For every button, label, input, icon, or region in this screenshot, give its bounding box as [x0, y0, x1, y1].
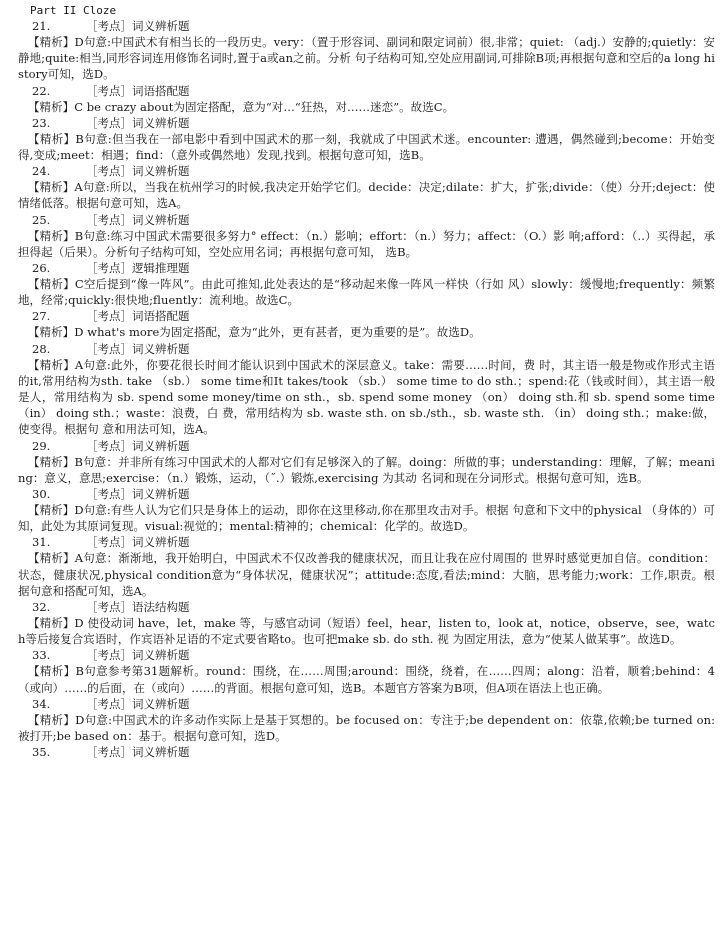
question-item	[18, 308, 715, 340]
question-number: 27.	[32, 309, 51, 324]
question-header	[18, 599, 715, 615]
question-number: 21.	[32, 19, 51, 33]
question-analysis: 【精析】B句意参考第31题解析。round：围绕，在……周围;around：围绕，绕着，在……四周；along：沿着，顺着;behind：4（或向）……的后面，在（或向）……的背面。根据句意可知，选B。本题官方答案为B项，但A项在语法上也正确。	[18, 664, 715, 695]
question-header	[18, 534, 715, 550]
question-number: 25.	[32, 212, 51, 227]
question-header	[18, 115, 715, 131]
question-item	[18, 696, 715, 744]
question-tag: ［考点］词义辨析题	[86, 535, 190, 550]
question-header	[18, 83, 715, 99]
question-tag: ［考点］词义辨析题	[86, 745, 190, 760]
question-analysis: 【精析】A句意:所以，当我在杭州学习的时候,我决定开始学它们。decide：决定;dilate：扩大，扩张;divide：（使）分开;deject：使情绪低落。根据句意可知，选A。	[18, 180, 715, 211]
question-tag: ［考点］词义辨析题	[86, 438, 190, 453]
question-analysis: 【精析】B句意:但当我在一部电影中看到中国武术的那一刻，我就成了中国武术迷。encounter: 遭遇，偶然碰到;become：开始变得,变成;meet：相遇；find：（意外或偶然地）发现,找到。根据句意可知，选B。	[18, 131, 715, 163]
question-tag: ［考点］词义辨析题	[86, 164, 190, 179]
question-analysis: 【精析】B句意：并非所有练习中国武术的人都对它们有足够深入的了解。doing：所做的事；understanding：理解，了解；meaning：意义，意思;exercise：（n.）锻炼，运动，（˝.）锻炼,exercising 为其动 名词和现在分词形式。根据句意可知，选B。	[18, 454, 715, 485]
question-item	[18, 438, 715, 486]
question-tag: ［考点］语法结构题	[86, 600, 190, 615]
question-analysis: 【精析】D what's more为固定搭配，意为“此外，更有甚者，更为重要的是”。故选D。	[28, 325, 481, 340]
question-analysis: 【精析】A句意：渐渐地，我开始明白，中国武术不仅改善我的健康状况，而且让我在应付周围的 世界时感觉更加自信。condition：状态，健康状况,physical condition意为“身体状况，健康状况”；attitude:态度,看法;mind：大脑，思考能力;work：工作,职责。根据句意和搭配可知，选A。	[18, 551, 715, 598]
question-item	[18, 744, 715, 760]
question-number: 24.	[32, 164, 51, 179]
question-tag: ［考点］词义辨析题	[86, 341, 190, 356]
part-title: Part II Cloze	[30, 4, 117, 17]
question-analysis: 【精析】B句意:练习中国武术需要很多努力° effect：（n.）影响；effort：（n.）努力；affect：（O.）影 响;afford：（..）买得起，承担得起（后果）。分析句子结构可知，空处应用名词；再根据句意可知， 选B。	[18, 228, 715, 259]
question-item	[18, 486, 715, 534]
question-number: 28.	[32, 341, 51, 356]
question-header	[18, 341, 715, 357]
question-tag: ［考点］词义辨析题	[86, 212, 190, 227]
question-analysis: 【精析】A句意:此外，你要花很长时间才能认识到中国武术的深层意义。take：需要……时间，费 时，其主语一般是物或作形式主语的it,常用结构为sth. take （sb.） some time和It takes/took （sb.） some time to do sth.；spend:花（钱或时间），其主语一般是人，常用结构为 sb. spend some money/time on sth.，sb. spend some money （on） doing sth.和 sb. spend some time （in） doing sth.；waste：浪费，白 费，常用结构为 sb. waste sth. on sb./sth.，sb. waste sth. （in） doing sth.；make:做，使变得。根据句 意和用法可知，选A。	[18, 357, 715, 437]
question-item	[18, 212, 715, 260]
question-list	[18, 18, 715, 760]
question-header	[18, 438, 715, 454]
question-tag: ［考点］词语搭配题	[86, 309, 190, 324]
question-number: 35.	[32, 745, 51, 760]
question-tag: ［考点］词义辨析题	[86, 115, 190, 130]
question-tag: ［考点］逻辑推理题	[86, 261, 190, 276]
question-number: 22.	[32, 83, 51, 98]
question-item	[18, 599, 715, 647]
question-item	[18, 18, 715, 83]
question-tag: ［考点］词语搭配题	[86, 83, 190, 98]
question-header	[18, 647, 715, 663]
question-number: 23.	[32, 115, 51, 130]
question-number: 30.	[32, 487, 51, 502]
question-item	[18, 163, 715, 211]
question-header	[18, 260, 715, 276]
question-header	[18, 308, 715, 324]
question-item	[18, 534, 715, 599]
question-tag: ［考点］词义辨析题	[86, 19, 190, 33]
question-header	[18, 744, 715, 760]
question-tag: ［考点］词义辨析题	[86, 487, 190, 502]
question-header	[18, 212, 715, 228]
question-item	[18, 260, 715, 308]
question-number: 31.	[32, 535, 51, 550]
question-header	[18, 696, 715, 712]
question-tag: ［考点］词义辨析题	[86, 648, 190, 663]
question-item	[18, 115, 715, 163]
question-number: 34.	[32, 696, 51, 711]
question-item	[18, 341, 715, 438]
question-number: 29.	[32, 438, 51, 453]
question-item	[18, 647, 715, 695]
question-analysis: 【精析】D句意:中国武术有相当长的一段历史。very：（置于形容词、副词和限定词前）很,非常；quiet: （adj.）安静的;quietly：安静地;quite:相当,同形容词连用修饰名词时,置于a或an之前。分析 句子结构可知,空处应用副词,可排除B项;再根据句意和空后的a long history可知，选D。	[18, 35, 715, 82]
question-item	[18, 83, 715, 115]
question-analysis: 【精析】C空后提到“像一阵风”。由此可推知,此处表达的是“移动起来像一阵风一样快（行如 风）slowly：缓慢地;frequently：频繁地，经常;quickly:很快地;fluently：流利地。故选C。	[18, 277, 715, 308]
question-header	[18, 18, 715, 34]
question-analysis: 【精析】D句意:中国武术的许多动作实际上是基于冥想的。be focused on：专注于;be dependent on：依靠,依赖;be turned on:被打开;be based on：基于。根据句意可知，选D。	[18, 712, 715, 744]
question-header	[18, 486, 715, 502]
question-analysis: 【精析】D 使役动词 have，let，make 等，与感官动词（短语）feel，hear，listen to，look at，notice，observe，see，watch等后接复合宾语时，作宾语补足语的不定式要省略to。也可把make sb. do sth. 视 为固定用法，意为“使某人做某事”。故选D。	[18, 616, 715, 647]
question-number: 26.	[32, 261, 51, 276]
question-tag: ［考点］词义辨析题	[86, 696, 190, 711]
question-number: 33.	[32, 648, 51, 663]
question-analysis: 【精析】C be crazy about为固定搭配，意为“对…“狂热，对……迷恋”。故选C。	[28, 99, 455, 114]
question-header	[18, 163, 715, 179]
question-number: 32.	[32, 600, 51, 615]
question-analysis: 【精析】D句意:有些人认为它们只是身体上的运动，即你在这里移动,你在那里攻击对手。根据 句意和下文中的physical （身体的）可知，此处为其原词复现。visual:视觉的；mental:精神的；chemical：化学的。故选D。	[18, 503, 715, 534]
